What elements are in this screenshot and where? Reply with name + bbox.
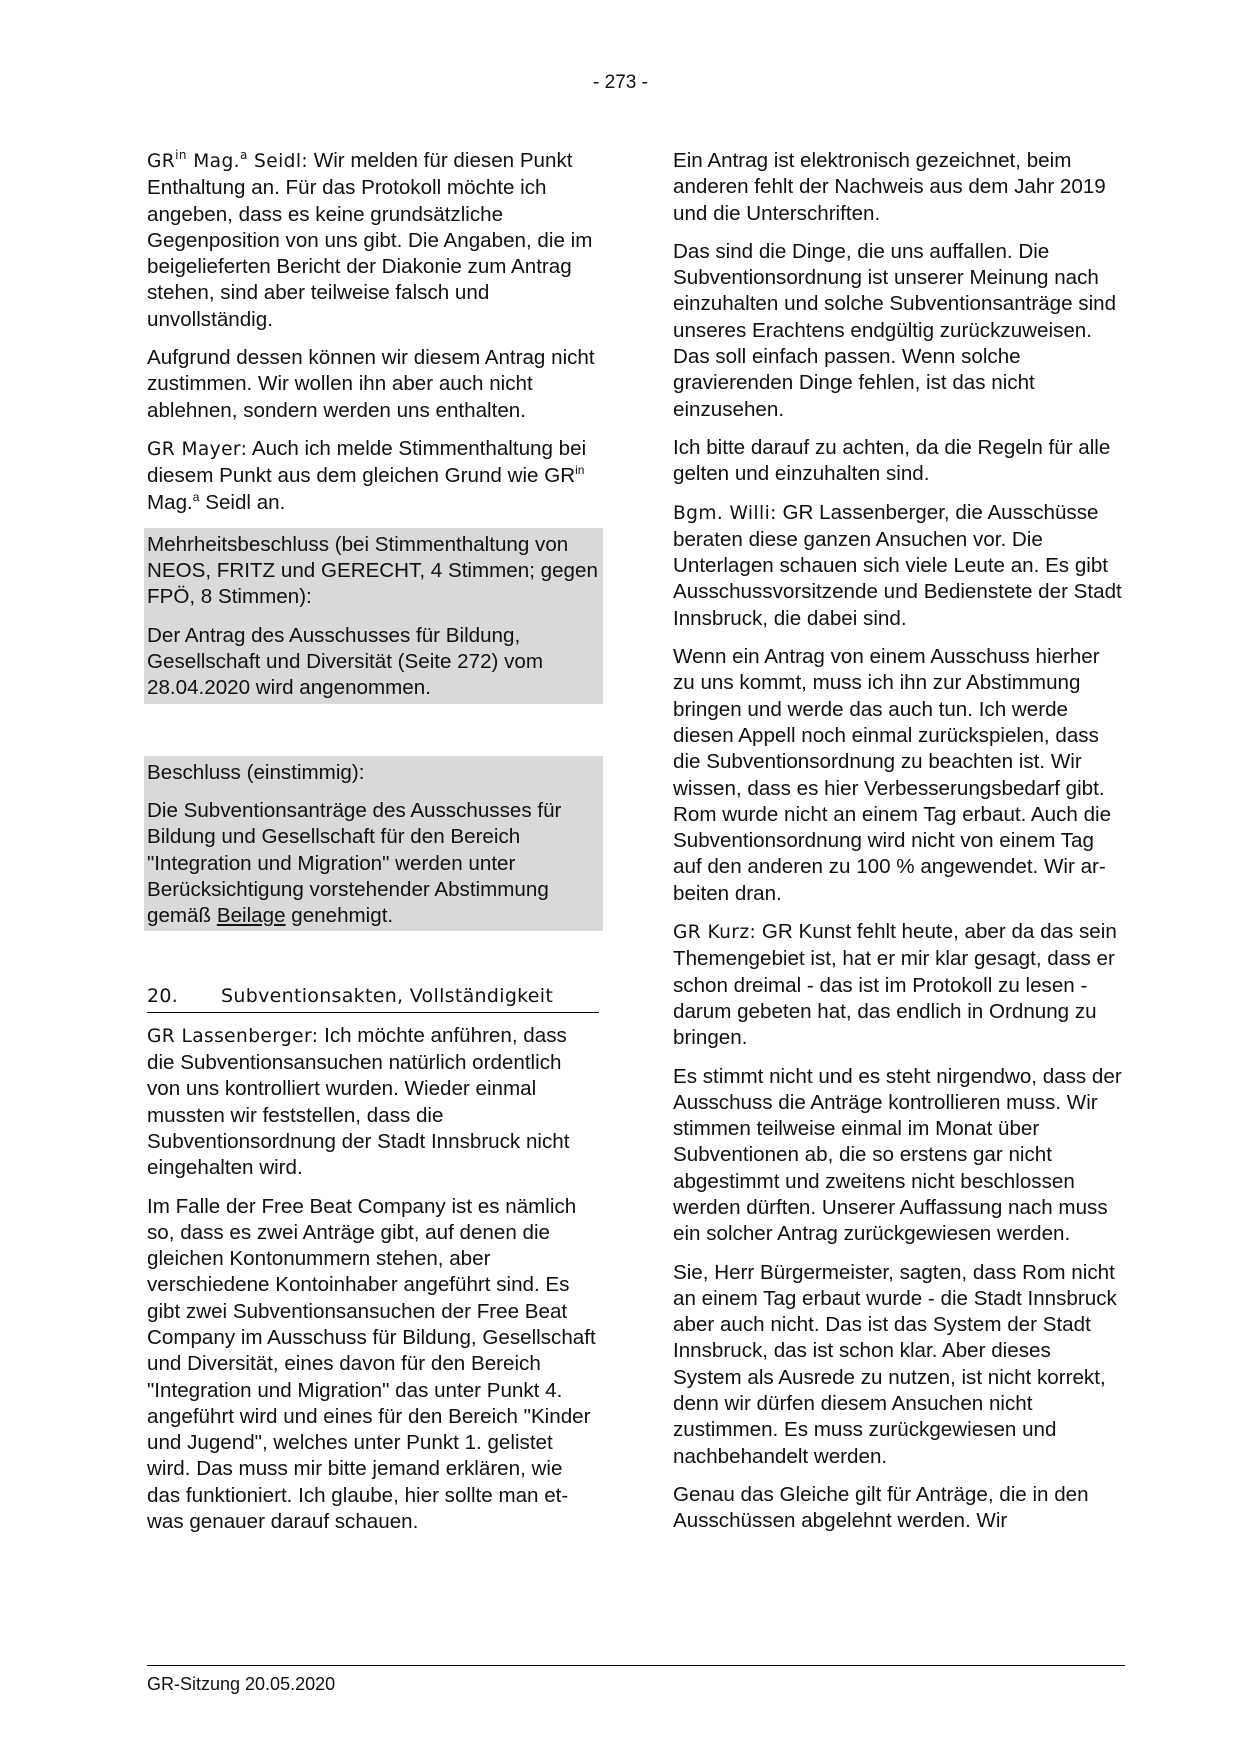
paragraph: Ein Antrag ist elektronisch gezeichnet, beim anderen fehlt der Nachweis aus dem Jahr 2019 und die Unterschriften. xyxy=(673,149,1106,225)
agenda-item-title: Subventionsakten, Vollständigkeit xyxy=(221,985,554,1008)
speech-kurz: GR Kurz: GR Kunst fehlt heute, aber da das sein Themengebiet ist, hat er mir klar gesagt, dass er schon dreimal - das ist im Protokoll zu lesen - darum gebeten hat, das endlich in Ordnung zu bringen. xyxy=(673,920,1117,1050)
paragraph: Genau das Gleiche gilt für Anträge, die in den Ausschüssen abgelehnt werden. Wir xyxy=(673,1482,1089,1533)
paragraph: Das sind die Dinge, die uns auffallen. Die Subventionsordnung ist unserer Meinung nach einzuhalten und solche Subventionsanträge sind unseres Erachtens endgültig zurückzuweisen. Das soll einfach passen. Wenn solche gravierenden Dinge fehlen, ist das nicht einzusehen. xyxy=(673,239,1117,421)
paragraph: Im Falle der Free Beat Company ist es nämlich so, dass es zwei Anträge gibt, auf denen die gleichen Kontonummern stehen, aber verschiedene Kontoinhaber angeführt sind. Es gibt zwei Subventionsansuchen der Free Beat Company im Ausschuss für Bildung, Gesellschaft und Diversität, eines davon für den Bereich "Integration und Migration" das unter Punkt 4. angeführt wird und eines für den Bereich "Kinder und Jugend", welches unter Punkt 1. gelistet wird. Das muss mir bitte jemand erklären, wie das funktioniert. Ich glaube, hier sollte man etwas genauer darauf schauen. xyxy=(147,1194,596,1534)
speaker-seidl: $GR^{in}$ Mag.$^a$ Seidl: xyxy=(147,148,309,172)
agenda-item-number: 20. xyxy=(147,985,179,1008)
paragraph: Wenn ein Antrag von einem Ausschuss hierher zu uns kommt, muss ich ihn zur Abstimmung bringen und werde das auch tun. Ich werde diesen Appell noch einmal zurückspielen, dass die Subventionsordnung zu beachten ist. Wir wissen, dass es hier Verbesserungsbedarf gibt. Rom wurde nicht an einem Tag erbaut. Auch die Subventionsordnung wird nicht von einem Tag auf den anderen zu 100 % angewendet. Wir arbeiten dran. xyxy=(673,645,1112,905)
speaker-willi: Bgm. Willi: xyxy=(673,502,777,524)
beilage-link[interactable]: Beilage xyxy=(216,904,286,928)
resolution-box-majority xyxy=(144,528,603,704)
paragraph: Sie, Herr Bürgermeister, sagten, dass Rom nicht an einem Tag erbaut wurde - die Stadt Innsbruck aber auch nicht. Das ist das System der Stadt Innsbruck, das ist schon klar. Aber dieses System als Ausrede zu nutzen, ist nicht korrekt, denn wir dürfen diesem Ansuchen nicht zustimmen. Es muss zurückgewiesen und nachbehandelt werden. xyxy=(673,1260,1117,1468)
paragraph: Ich bitte darauf zu achten, da die Regeln für alle gelten und einzuhalten sind. xyxy=(673,435,1111,486)
speech-seidl: $GR^{in}$ Mag.$^a$ Seidl: Wir melden für diesen Punkt Enthaltung an. Für das Protokoll möchte ich angeben, dass es keine grundsätzliche Gegenposition von uns gibt. Die Angaben, die im beigelieferten Bericht der Diakonie zum Antrag stehen, sind aber teilweise falsch und unvollständig. xyxy=(147,148,593,331)
resolution-text: Die Subventionsanträge des Ausschusses für Bildung und Gesellschaft für den Bereich "Integration und Migration" werden unter Berücksichtigung vorstehender Abstimmung gemäß Beilage genehmigt. xyxy=(147,798,562,928)
speaker-mayer: GR Mayer: xyxy=(147,438,248,460)
resolution-box-unanimous xyxy=(144,756,603,932)
resolution-type: Mehrheitsbeschluss (bei Stimmenthaltung von NEOS, FRITZ und GERECHT, 4 Stimmen; gegen FPÖ, 8 Stimmen): xyxy=(147,532,598,609)
agenda-item-heading xyxy=(147,983,599,1012)
resolution-type: Beschluss (einstimmig): xyxy=(147,760,365,784)
paragraph: Aufgrund dessen können wir diesem Antrag nicht zustimmen. Wir wollen ihn aber auch nicht ablehnen, sondern werden uns enthalten. xyxy=(147,346,595,422)
speech-mayer: GR Mayer: Auch ich melde Stimmenthaltung bei diesem Punkt aus dem gleichen Grund wie $GR^{in}$ Mag.$^a$ Seidl an. xyxy=(147,436,587,514)
paragraph: Es stimmt nicht und es steht nirgendwo, dass der Ausschuss die Anträge kontrollieren muss. Wir stimmen teilweise einmal im Monat über Subventionen ab, die so erstens gar nicht abgestimmt und zweitens nicht beschlossen werden dürften. Unserer Auffassung nach muss ein solcher Antrag zurückgewiesen werden. xyxy=(673,1064,1122,1246)
spacer xyxy=(147,704,597,756)
footer-session-date: GR-Sitzung 20.05.2020 xyxy=(147,1674,336,1694)
page-number: - 273 - xyxy=(593,72,648,93)
speech-lassenberger: GR Lassenberger: Ich möchte anführen, dass die Subventionsansuchen natürlich ordentlich von uns kontrolliert wurden. Wieder einmal mussten wir feststellen, dass die Subventionsordnung der Stadt Innsbruck nicht eingehalten wird. xyxy=(147,1023,570,1180)
resolution-text: Der Antrag des Ausschusses für Bildung, Gesellschaft und Diversität (Seite 272) vom 28.04.2020 wird angenommen. xyxy=(147,623,544,700)
footer-divider xyxy=(147,1665,1125,1666)
speaker-kurz: GR Kurz: xyxy=(673,922,757,944)
left-column xyxy=(147,148,597,1547)
right-column xyxy=(673,148,1123,1547)
speech-willi: Bgm. Willi: GR Lassenberger, die Ausschüsse beraten diese ganzen Ansuchen vor. Die Unterlagen schauen sich viele Leute an. Es gibt Ausschussvorsitzende und Bedienstete der Stadt Innsbruck, die dabei sind. xyxy=(673,500,1122,630)
speaker-lassenberger: GR Lassenberger: xyxy=(147,1025,319,1047)
spacer xyxy=(147,931,597,983)
